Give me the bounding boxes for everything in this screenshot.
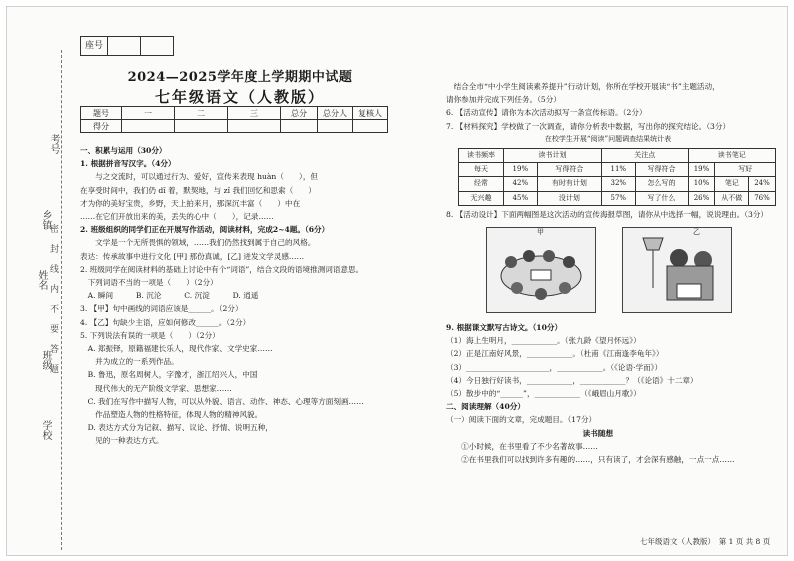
question-line: 2. 班级同学在阅读材料的基础上讨论中有个“词语”，结合文段的语境推测词语意思。 — [80, 264, 364, 274]
poster-image-jia — [486, 227, 596, 313]
score-header-cell: 总分人 — [318, 107, 353, 120]
text-line: 请你参加并完成下列任务。（5分） — [446, 95, 561, 105]
question-line: 6. 【活动宣传】请你为本次活动拟写一条宣传标语。（2分） — [446, 108, 647, 118]
seat-number-cell[interactable] — [108, 37, 141, 55]
poster-label-jia: 甲 — [537, 228, 544, 237]
text-line: 表达：传承故事中进行文化 [甲] 那份真诚，[乙] 迸发文学灵感…… — [80, 251, 305, 261]
question-line: 1. 根据拼音写汉字。（4分） — [80, 159, 176, 169]
seat-number-label: 座号 — [81, 37, 108, 55]
option-line: A. 瞬间 B. 沉沦 C. 沉淀 D. 逍遥 — [80, 291, 259, 301]
score-cell[interactable] — [353, 120, 388, 133]
text-line: ②在书里我们可以找到许多有趣的……，只有读了，才会深有感触，一点一点…… — [446, 455, 735, 465]
score-cell[interactable] — [318, 120, 353, 133]
survey-cell: 从不做 — [715, 191, 748, 205]
survey-cell: 写得符合 — [537, 163, 601, 177]
survey-cell: 24% — [748, 177, 775, 191]
text-line: 在享受时间中，我们仍 dǐ 着，默契地，与 zǐ 我们回忆和思索（ ） — [80, 185, 316, 195]
seat-number-box — [80, 36, 174, 56]
score-row-label: 得分 — [81, 120, 122, 133]
family-reading-illustration — [623, 228, 731, 312]
seat-number-cell[interactable] — [141, 37, 173, 55]
question-line: 2. 班级组织的同学们正在开展写作活动，阅读材料，完成2~4题。（6分） — [80, 225, 330, 235]
score-header-row — [81, 107, 388, 120]
text-line: 结合全市“中小学生阅读素养提升”行动计划，你所在学校开展读“书”主题活动， — [446, 82, 720, 91]
score-header-cell: 二 — [175, 107, 228, 120]
text-line: ……在它们开放出来的美，丢失的心中（ ），记录…… — [80, 212, 274, 222]
survey-cell: 32% — [602, 177, 636, 191]
text-line: （5）散步中的“______”，____________（《峨眉山月歌》） — [446, 389, 641, 399]
text-line: 文学是一个无所畏惧的领域，……我们仍然找到属于自己的风格。 — [80, 238, 316, 248]
people-reading-illustration — [487, 228, 595, 312]
question-line: 4. 【乙】句缺少主语，应如何修改______。（2分） — [80, 317, 251, 327]
poster-image-yi — [622, 227, 732, 313]
question-line: （一）阅读下面的文章，完成题目。（17分） — [446, 415, 597, 425]
score-header-cell: 三 — [228, 107, 281, 120]
binding-field-name: 姓名 — [36, 270, 47, 290]
text-line: （3）______________________，____________。（《论语·学而》） — [446, 362, 663, 372]
survey-cell: 26% — [688, 191, 715, 205]
binding-field-township: 乡镇 — [40, 210, 51, 230]
survey-cell: 读书频率 — [459, 149, 504, 163]
article-title: 读书随想 — [446, 428, 614, 438]
seal-warning-text: 密封线内不要答题 — [50, 225, 60, 375]
survey-cell: 读书计划 — [504, 149, 602, 163]
survey-cell: 没计划 — [537, 191, 601, 205]
binding-field-school: 学校 — [40, 420, 51, 440]
survey-cell: 76% — [748, 191, 775, 205]
survey-cell: 经常 — [459, 177, 504, 191]
question-line: 3. 【甲】句中画线的词语应该是______。（2分） — [80, 304, 243, 314]
survey-cell: 57% — [602, 191, 636, 205]
text-line: （2）正是江南好风景，____________。（杜甫《江南逢李龟年》） — [446, 349, 664, 359]
survey-cell: 19% — [688, 163, 715, 177]
survey-cell: 10% — [688, 177, 715, 191]
survey-table — [458, 148, 776, 206]
text-line: （4）今日独行好读书，____________，____________？（《论语》十二章） — [446, 375, 698, 385]
survey-cell: 写得符合 — [635, 163, 688, 177]
survey-cell: 写了什么 — [635, 191, 688, 205]
option-line: 现代伟大的无产阶级文学家、思想家…… — [80, 383, 232, 393]
survey-cell: 11% — [602, 163, 636, 177]
binding-field-class: 班级 — [40, 350, 51, 370]
question-line: 7. 【材料探究】学校做了一次调查，请你分析表中数据，写出你的探究结论。（3分） — [446, 121, 731, 131]
table-row — [459, 177, 776, 191]
exam-title: 2024—2025学年度上学期期中试题 — [127, 70, 353, 85]
score-cell[interactable] — [175, 120, 228, 133]
score-cell[interactable] — [122, 120, 175, 133]
score-header-cell: 一 — [122, 107, 175, 120]
survey-cell: 无兴趣 — [459, 191, 504, 205]
text-line: （1）海上生明月，____________。（张九龄《望月怀远》） — [446, 336, 641, 346]
option-line: C. 我们在写作中描写人物，可以从外貌、语言、动作、神态、心理等方面刻画…… — [80, 396, 364, 406]
page-footer: 七年级语文（人教版） 第 1 页 共 8 页 — [640, 537, 771, 546]
survey-cell: 笔记 — [715, 177, 748, 191]
binding-field-exam-no: 考号 — [48, 134, 59, 154]
poster-images — [446, 223, 776, 319]
section-heading: 一、积累与运用（30分） — [80, 146, 167, 155]
poster-label-yi: 乙 — [693, 228, 700, 237]
option-line: B. 鲁迅，原名周树人，字豫才，浙江绍兴人，中国 — [80, 370, 258, 380]
right-column — [446, 80, 776, 466]
binding-margin — [6, 20, 66, 540]
option-line: 见的一种表达方式。 — [80, 436, 164, 446]
survey-table-caption: 在校学生开展“阅读”问题调查结果统计表 — [544, 134, 672, 143]
score-header-cell: 题号 — [81, 107, 122, 120]
left-column — [80, 144, 420, 448]
survey-header-row — [459, 149, 776, 163]
score-cell[interactable] — [281, 120, 318, 133]
exam-subtitle: 七年级语文（人教版） — [154, 88, 325, 106]
section-heading: 二、阅读理解（40分） — [446, 402, 525, 412]
score-header-cell: 总分 — [281, 107, 318, 120]
text-line: ①小时候，在书里看了不少名著故事…… — [446, 441, 598, 451]
score-table — [80, 106, 388, 133]
survey-cell: 19% — [504, 163, 538, 177]
table-row — [459, 191, 776, 205]
survey-cell: 有时有计划 — [537, 177, 601, 191]
score-cell[interactable] — [228, 120, 281, 133]
option-line: 作品塑造人物的性格特征，体现人物的精神风貌。 — [80, 410, 263, 420]
survey-cell: 45% — [504, 191, 538, 205]
table-row — [459, 163, 776, 177]
text-line: 与之交流时，可以通过行为、爱好，宣传来表现 huàn（ ），但 — [80, 172, 319, 182]
option-line: D. 表达方式分为记叙、描写、议论、抒情、说明五种， — [80, 423, 273, 433]
option-line: 并为成立的一系列作品。 — [80, 357, 179, 367]
survey-cell: 读书笔记 — [688, 149, 775, 163]
score-value-row — [81, 120, 388, 133]
survey-cell: 写好 — [715, 163, 776, 177]
survey-cell: 每天 — [459, 163, 504, 177]
question-line: 下列词语不当的一项是（ ）（2分） — [80, 278, 218, 288]
text-line: 才为你的美好宝贵，乡野，天上拍来月，那深沉丰富（ ）中在 — [80, 198, 301, 208]
question-line: 9. 根据课文默写古诗文。（10分） — [446, 323, 563, 333]
score-header-cell: 复核人 — [353, 107, 388, 120]
option-line: A. 郑振铎，原籍福建长乐人，现代作家、文学史家…… — [80, 344, 273, 354]
question-line: 8. 【活动设计】下面两幅图是这次活动的宣传海报草图，请你从中选择一幅，说说理由。（3分） — [446, 209, 769, 219]
survey-cell: 关注点 — [602, 149, 689, 163]
survey-cell: 42% — [504, 177, 538, 191]
question-line: 5. 下列说法有误的一项是（ ）（2分） — [80, 330, 220, 340]
survey-cell: 怎么写的 — [635, 177, 688, 191]
